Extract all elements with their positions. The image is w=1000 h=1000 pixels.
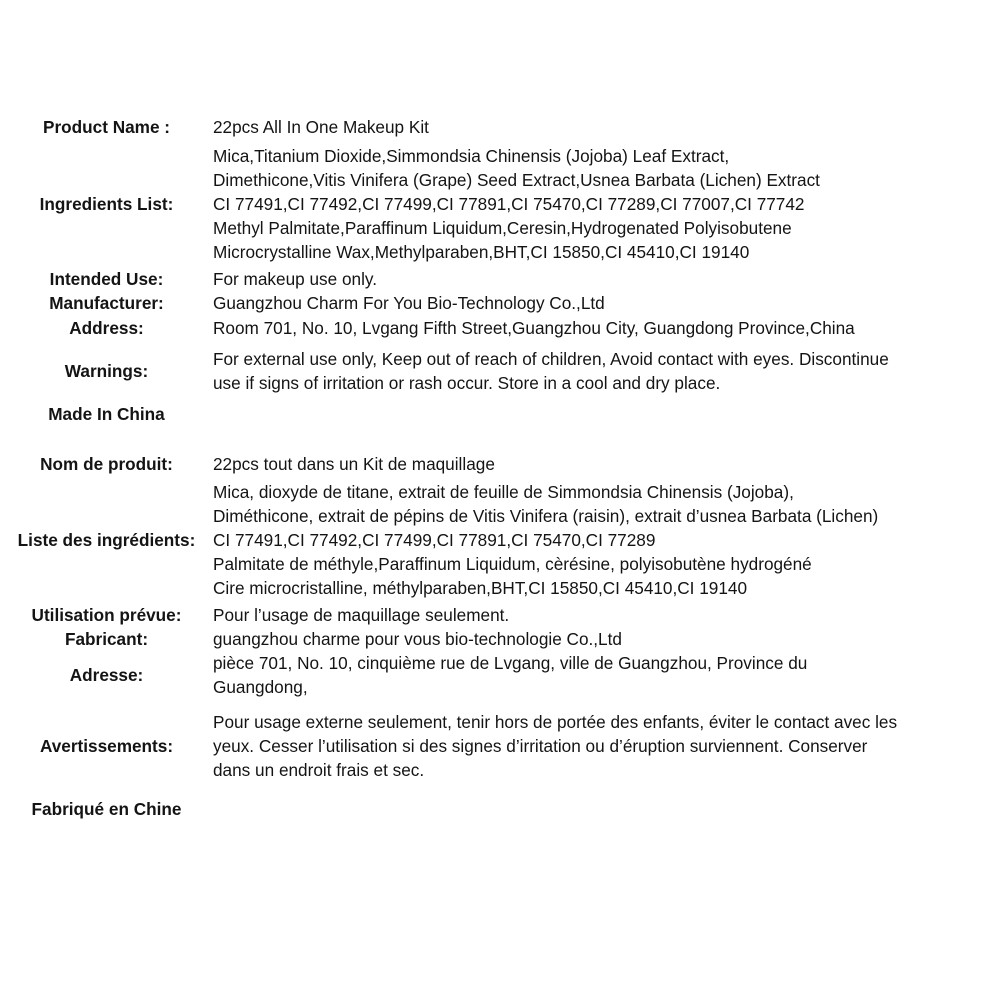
value-line: For makeup use only.: [213, 269, 377, 289]
field-value: [213, 480, 1000, 600]
value-line: Room 701, No. 10, Lvgang Fifth Street,Guangzhou City, Guangdong Province,China: [213, 318, 855, 338]
field-value: [213, 651, 1000, 699]
field-value: [213, 144, 1000, 264]
field-label: Liste des ingrédients:: [17, 530, 196, 550]
row-address: [0, 316, 1000, 340]
value-line: Cire microcristalline, méthylparaben,BHT,CI 15850,CI 45410,CI 19140: [213, 578, 748, 598]
value-line: Pour usage externe seulement, tenir hors de portée des enfants, éviter le contact avec les: [213, 712, 898, 732]
field-value: [213, 291, 1000, 315]
field-label: Manufacturer:: [49, 293, 164, 313]
french-label-section: [0, 452, 1000, 821]
value-line: dans un endroit frais et sec.: [213, 760, 425, 780]
value-line: guangzhou charme pour vous bio-technologie Co.,Ltd: [213, 629, 622, 649]
field-label: Adresse:: [69, 665, 144, 685]
value-line: Mica, dioxyde de titane, extrait de feuille de Simmondsia Chinensis (Jojoba),: [213, 482, 794, 502]
field-label: Address:: [69, 318, 144, 338]
field-label: Avertissements:: [39, 736, 174, 756]
value-line: Guangdong,: [213, 677, 308, 697]
field-label: Ingredients List:: [39, 194, 174, 214]
value-line: Microcrystalline Wax,Methylparaben,BHT,CI 15850,CI 45410,CI 19140: [213, 242, 750, 262]
field-label: Made In China: [48, 404, 165, 424]
row-product-name: [0, 115, 1000, 139]
value-line: use if signs of irritation or rash occur. Store in a cool and dry place.: [213, 373, 721, 393]
field-label: Fabriqué en Chine: [31, 799, 182, 819]
value-line: pièce 701, No. 10, cinquième rue de Lvgang, ville de Guangzhou, Province du: [213, 653, 808, 673]
value-line: yeux. Cesser l’utilisation si des signes d’irritation ou d’éruption surviennent. Conserver: [213, 736, 868, 756]
row-nom-de-produit: [0, 452, 1000, 476]
row-made-in-china: [0, 402, 1000, 426]
field-label: Utilisation prévue:: [31, 605, 182, 625]
field-value: [213, 316, 1000, 340]
row-intended-use: [0, 267, 1000, 291]
value-line: 22pcs tout dans un Kit de maquillage: [213, 454, 495, 474]
field-value: [213, 115, 1000, 139]
value-line: CI 77491,CI 77492,CI 77499,CI 77891,CI 75470,CI 77289,CI 77007,CI 77742: [213, 194, 805, 214]
field-label: Warnings:: [64, 361, 149, 381]
row-fabricant: [0, 627, 1000, 651]
field-value: [213, 347, 1000, 395]
row-liste-des-ingredients: [0, 480, 1000, 600]
value-line: Dimethicone,Vitis Vinifera (Grape) Seed Extract,Usnea Barbata (Lichen) Extract: [213, 170, 820, 190]
value-line: Guangzhou Charm For You Bio-Technology Co.,Ltd: [213, 293, 605, 313]
value-line: CI 77491,CI 77492,CI 77499,CI 77891,CI 75470,CI 77289: [213, 530, 656, 550]
row-fabrique-en-chine: [0, 797, 1000, 821]
row-avertissements: [0, 710, 1000, 782]
value-line: For external use only, Keep out of reach of children, Avoid contact with eyes. Discontinue: [213, 349, 889, 369]
field-label: Nom de produit:: [40, 454, 173, 474]
value-line: Pour l’usage de maquillage seulement.: [213, 605, 510, 625]
field-label: Fabricant:: [64, 629, 149, 649]
value-line: Diméthicone, extrait de pépins de Vitis Vinifera (raisin), extrait d’usnea Barbata (Lichen): [213, 506, 879, 526]
value-line: Palmitate de méthyle,Paraffinum Liquidum, cèrésine, polyisobutène hydrogéné: [213, 554, 812, 574]
field-value: [213, 710, 1000, 782]
value-line: 22pcs All In One Makeup Kit: [213, 117, 429, 137]
field-value: [213, 452, 1000, 476]
field-value: [213, 603, 1000, 627]
row-warnings: [0, 347, 1000, 395]
value-line: Methyl Palmitate,Paraffinum Liquidum,Ceresin,Hydrogenated Polyisobutene: [213, 218, 792, 238]
field-label: Intended Use:: [49, 269, 164, 289]
row-ingredients-list: [0, 144, 1000, 264]
row-adresse: [0, 651, 1000, 699]
row-manufacturer: [0, 291, 1000, 315]
field-label: Product Name :: [42, 117, 171, 137]
english-label-section: [0, 115, 1000, 426]
field-value: [213, 267, 1000, 291]
row-utilisation-prevue: [0, 603, 1000, 627]
field-value: [213, 627, 1000, 651]
value-line: Mica,Titanium Dioxide,Simmondsia Chinensis (Jojoba) Leaf Extract,: [213, 146, 730, 166]
